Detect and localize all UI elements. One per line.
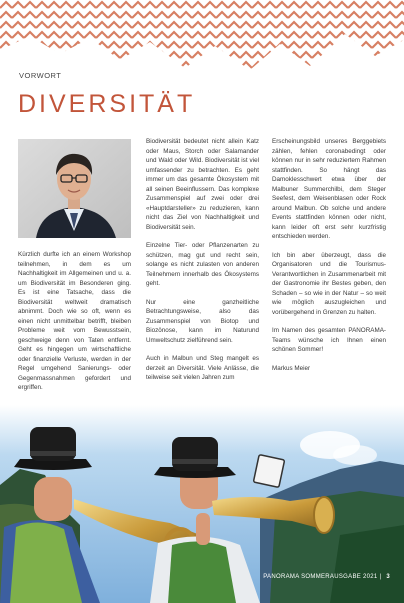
author-portrait [18, 139, 131, 238]
page-number: 3 [386, 574, 390, 580]
paragraph: Erscheinungsbild unseres Berggebiets zählen, fehlen coronabedingt oder können nur in sehr reduziertem Rahmen stattfinden. So hängt das Damoklesschwert etwa über der Malbuner Summerchilbi, dem Steger Seefest, dem Weisenblasen oder Rock around Malbun. Ob solche und andere Events stattfinden können oder nicht, kann leider oft erst sehr kurzfristig entschieden werden. [272, 138, 386, 240]
paragraph: Einzelne Tier- oder Pflanzenarten zu schützen, mag gut und recht sein, solange es nicht zulasten von anderen Teilnehmern innerhalb des Ökosystems geht. [146, 242, 259, 287]
page-footer [263, 574, 390, 580]
signature: Markus Meier [272, 364, 311, 372]
publication-name: PANORAMA SOMMERAUSGABE 2021 [263, 574, 378, 580]
text-column-3 [272, 137, 386, 382]
footer-separator: | [379, 574, 382, 580]
text-column-2 [146, 137, 259, 392]
paragraph: Ich bin aber überzeugt, dass die Organisatoren und die Tourismus-Verantwortlichen in Zusammenarbeit mit der Gastronomie ihr Bestes geben, den Schaden – so wie in der Natur – so weit wie möglich auszugleichen und vorübergehend in Grenzen zu halten. [272, 251, 386, 316]
paragraph: Kürzlich durfte ich an einem Workshop teilnehmen, in dem es um Nachhaltigkeit im Allgemeinen und u. a. um Biodiversität im Besonderen ging. Es ist eine Tatsache, dass die Biodiversität weltweit dramatisch abnimmt. Doch wie so oft, wenn es einen nicht unmittelbar betrifft, bleiben Probleme weit vom Bewusstsein, geschweige denn von Taten entfernt. Geht es hingegen um wirtschaftliche oder finanzielle Verluste, werden in der Regel umgehend Sanierungs- oder Gegenmassnahmen gefordert und ergriffen. [18, 251, 131, 391]
page-title: DIVERSITÄT [18, 90, 196, 118]
paragraph: Biodiversität bedeutet nicht allein Katz oder Maus, Storch oder Salamander und Wald oder Wild. Biodiversität ist viel umfassender zu betrachten. Es geht immer um das gesamte Ökosystem mit all seinen Beeinflussern. Das komplexe Zusammenspiel auf zwei oder drei «Hauptdarsteller» zu reduzieren, kann nicht das Ziel von Nachhaltigkeit und Biodiversität sein. [146, 138, 259, 231]
paragraph: Auch in Malbun und Steg mangelt es derzeit an Diversität. Viele Anlässe, die teilweise seit vielen Jahren zum [146, 355, 259, 381]
paragraph: Nur eine ganzheitliche Betrachtungsweise, also das Zusammenspiel von Biotop und Biozönose, kann im Naturund Umweltschutz zielführend sein. [146, 298, 259, 344]
zigzag-pattern [0, 0, 404, 70]
text-column-1 [18, 250, 131, 402]
section-kicker: VORWORT [19, 71, 62, 80]
paragraph: Im Namen des gesamten PANORAMA-Teams wünsche ich Ihnen einen schönen Sommer! [272, 327, 386, 353]
